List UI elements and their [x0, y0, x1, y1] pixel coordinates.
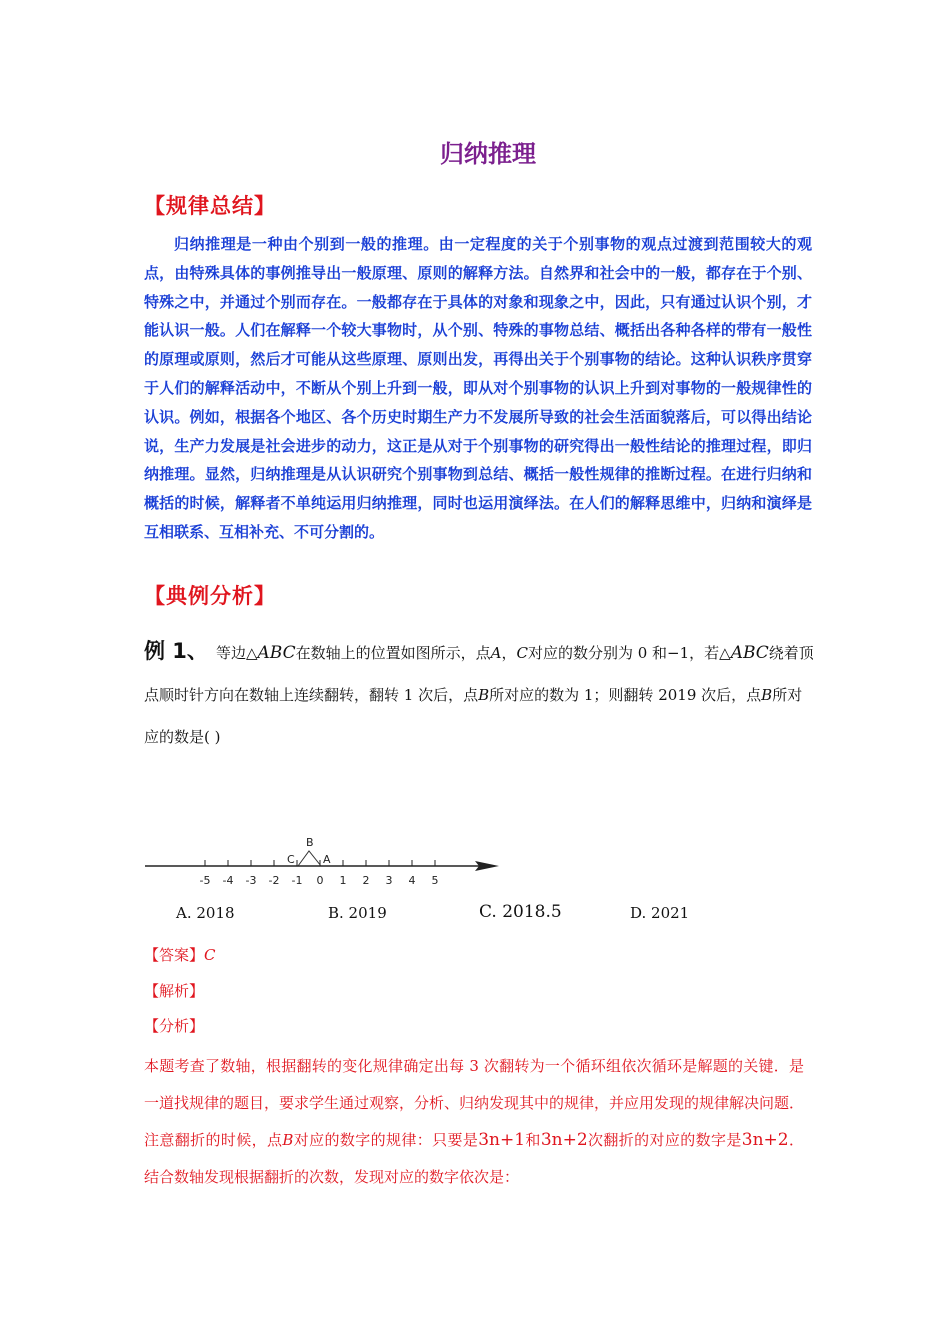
analysis-text-part: 次翻折的对应的数字是: [587, 1131, 742, 1149]
summary-text: 归纳推理是一种由个别到一般的推理。由一定程度的关于个别事物的观点过渡到范围较大的观点，由特殊具体的事例推导出一般原理、原则的解释方法。自然界和社会中的一般，都存在于个别、特殊之中，并通过个别而存在。一般都存在于具体的对象和现象之中，因此，只有通过认识个别，才能认识一般。人们在解释一个较大事物时，从个别、特殊的事物总结、概括出各种各样的带有一般性的原理或原则，然后才可能从这些原理、原则出发，再得出关于个别事物的结论。这种认识秩序贯穿于人们的解释活动中，不断从个别上升到一般，即从对个别事物的认识上升到对事物的一般规律性的认识。例如，根据各个地区、各个历史时期生产力不发展所导致的社会生活面貌落后，可以得出结论说，生产力发展是社会进步的动力，这正是从对于个别事物的研究得出一般性结论的推理过程，即归纳推理。显然，归纳推理是从认识研究个别事物到总结、概括一般性规律的推断过程。在进行归纳和概括的时候，解释者不单纯运用归纳推理，同时也运用演绎法。在人们的解释思维中，归纳和演绎是互相联系、互相补充、不可分割的。: [144, 235, 812, 541]
math-point-b: B: [282, 1131, 294, 1149]
answer-label: 【答案】: [144, 946, 205, 964]
jiexi-label: 【解析】: [144, 982, 205, 1000]
math-point-b: B: [761, 686, 773, 704]
problem-text: 对应的数分别为 0 和−1，若: [527, 644, 720, 662]
problem-text: 等边△: [215, 644, 258, 662]
vertex-label-left: C: [287, 853, 295, 866]
problem-text: 在数轴上的位置如图所示，点: [295, 644, 491, 662]
analysis-text-part: 对应的数字的规律：只要是: [293, 1131, 479, 1149]
fenxi-label: 【分析】: [144, 1017, 205, 1035]
axis-tick-label: 0: [316, 874, 324, 887]
number-line-figure: [143, 830, 503, 890]
vertex-label-right: A: [323, 853, 331, 866]
math-point-a: A: [490, 644, 502, 662]
summary-heading: 【规律总结】: [144, 194, 276, 218]
axis-tick-label: -2: [268, 874, 280, 887]
axis-tick-label: -5: [199, 874, 211, 887]
option-d[interactable]: D. 2021: [630, 904, 690, 922]
problem-text: ，: [501, 644, 517, 662]
answer-line: [144, 944, 216, 965]
summary-paragraph: [144, 230, 812, 547]
problem-text: 所对应的数是( ): [144, 686, 803, 746]
option-b[interactable]: B. 2019: [328, 904, 387, 922]
math-expression: 3n+2: [741, 1130, 789, 1150]
axis-tick-label: 1: [339, 874, 347, 887]
triangle-abc: [298, 851, 321, 866]
math-point-c: C: [516, 644, 528, 662]
analysis-text: [144, 1048, 804, 1196]
vertex-label-top: B: [306, 836, 314, 849]
problem-text: 所对应的数为 1；则翻转 2019 次后，点: [489, 686, 762, 704]
math-abc: ABC: [730, 643, 769, 663]
page-title: 归纳推理: [440, 140, 536, 168]
analysis-paragraph: [144, 1048, 804, 1196]
axis-tick-label: -3: [245, 874, 257, 887]
axis-tick-label: -4: [222, 874, 234, 887]
answer-options: [176, 904, 776, 934]
analysis-text-part: 本题考查了数轴，根据翻转的变化规律确定出每 3 次翻转为一个循环组依次循环是解题的关键．是一道找规律的题目，要求学生通过观察，分析、归纳发现其中的规律，并应用发现的规律解决问题．注意翻折的时候，点: [144, 1057, 805, 1149]
axis-tick-label: 4: [408, 874, 416, 887]
analysis-text-part: ．结合数轴发现根据翻折的次数，发现对应的数字依次是：: [144, 1131, 804, 1186]
examples-heading: 【典例分析】: [144, 584, 276, 608]
axis-tick-label: -1: [291, 874, 303, 887]
answer-value: C: [204, 946, 216, 964]
option-c[interactable]: C. 2018.5: [479, 902, 562, 922]
axis-tick-label: 3: [385, 874, 393, 887]
math-expression: 3n+1: [478, 1130, 526, 1150]
math-expression: 3n+2: [540, 1130, 588, 1150]
problem-text: 绕着顶点顺时针方向在数轴上连续翻转，翻转 1 次后，点: [144, 644, 814, 704]
math-abc: ABC: [257, 643, 296, 663]
option-a[interactable]: A. 2018: [176, 904, 235, 922]
example-problem: [144, 630, 814, 758]
math-point-b: B: [478, 686, 490, 704]
problem-text: △: [719, 644, 731, 662]
example-label: 例 1、: [144, 639, 208, 663]
axis-tick-label: 5: [431, 874, 439, 887]
axis-tick-label: 2: [362, 874, 370, 887]
analysis-text-part: 和: [525, 1131, 541, 1149]
